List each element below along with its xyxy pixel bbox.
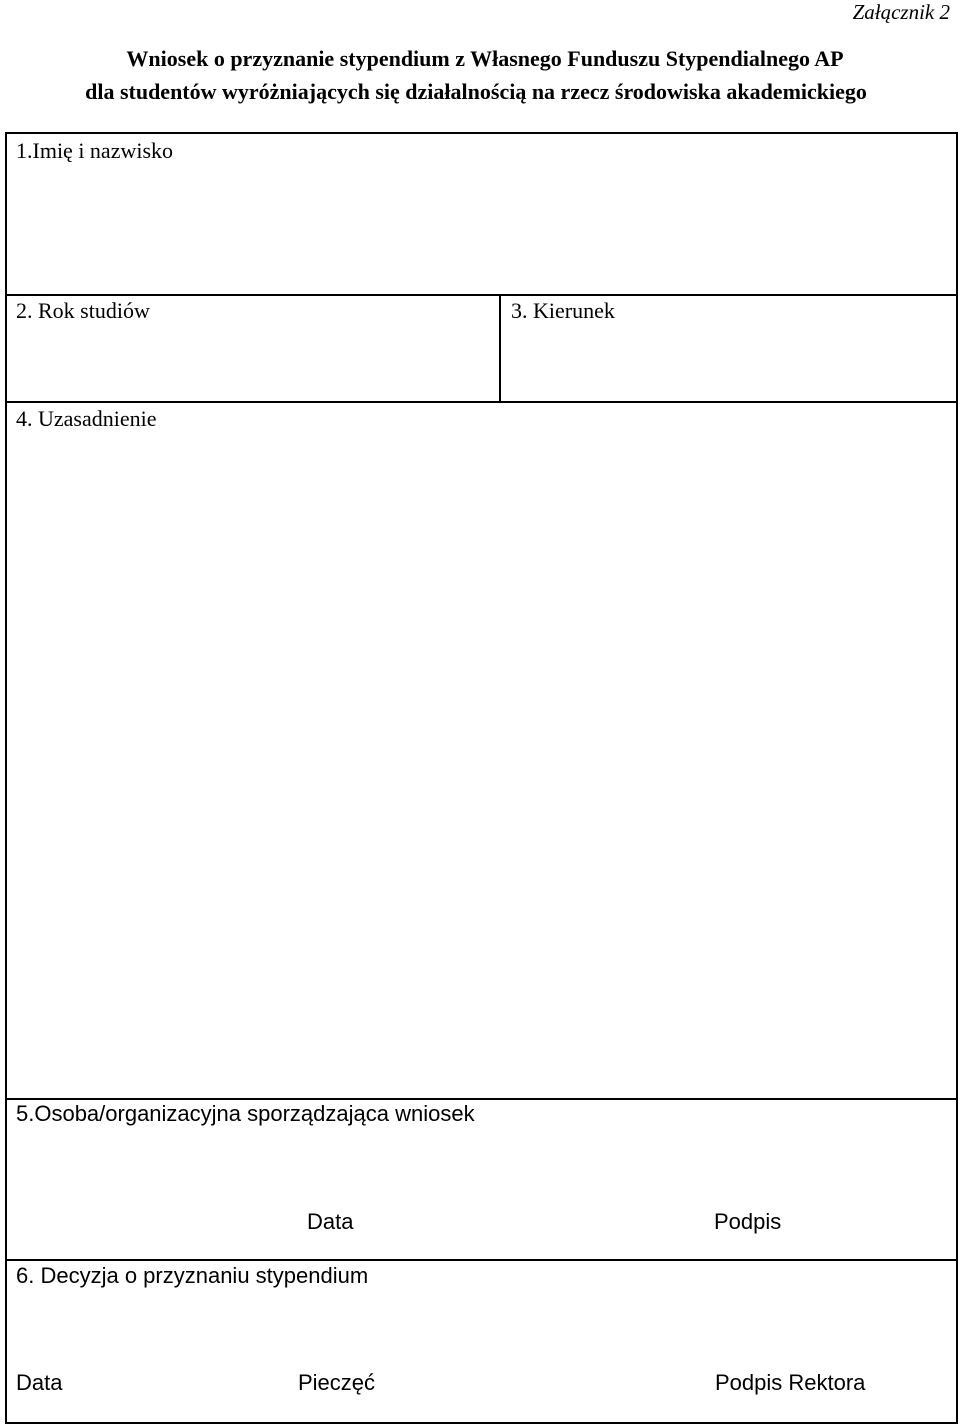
divider-3 (7, 1098, 956, 1100)
divider-vertical (499, 294, 501, 401)
field-year-label: 2. Rok studiów (16, 298, 150, 323)
field-decision-label: 6. Decyzja o przyznaniu stypendium (16, 1263, 369, 1288)
form-frame (5, 132, 958, 1424)
field-justification-label: 4. Uzasadnienie (16, 406, 157, 431)
decision-stamp-label: Pieczęć (298, 1370, 376, 1395)
decision-signature-label: Podpis Rektora (715, 1370, 866, 1395)
field-major-label: 3. Kierunek (511, 298, 615, 323)
applicant-date-label: Data (307, 1209, 354, 1234)
field-name-label: 1.Imię i nazwisko (16, 138, 174, 163)
attachment-label: Załącznik 2 (852, 0, 950, 24)
form-title-line-1: Wniosek o przyznanie stypendium z Własnego Funduszu Stypendialnego AP (126, 46, 844, 71)
divider-2 (7, 401, 956, 403)
form-title-line-2: dla studentów wyróżniających się działalnością na rzecz środowiska akademickiego (85, 79, 867, 104)
divider-4 (7, 1259, 956, 1261)
applicant-signature-label: Podpis (714, 1209, 782, 1234)
decision-date-label: Data (16, 1370, 63, 1395)
field-applicant-label: 5.Osoba/organizacyjna sporządzająca wniosek (16, 1101, 475, 1126)
divider-1 (7, 294, 956, 296)
